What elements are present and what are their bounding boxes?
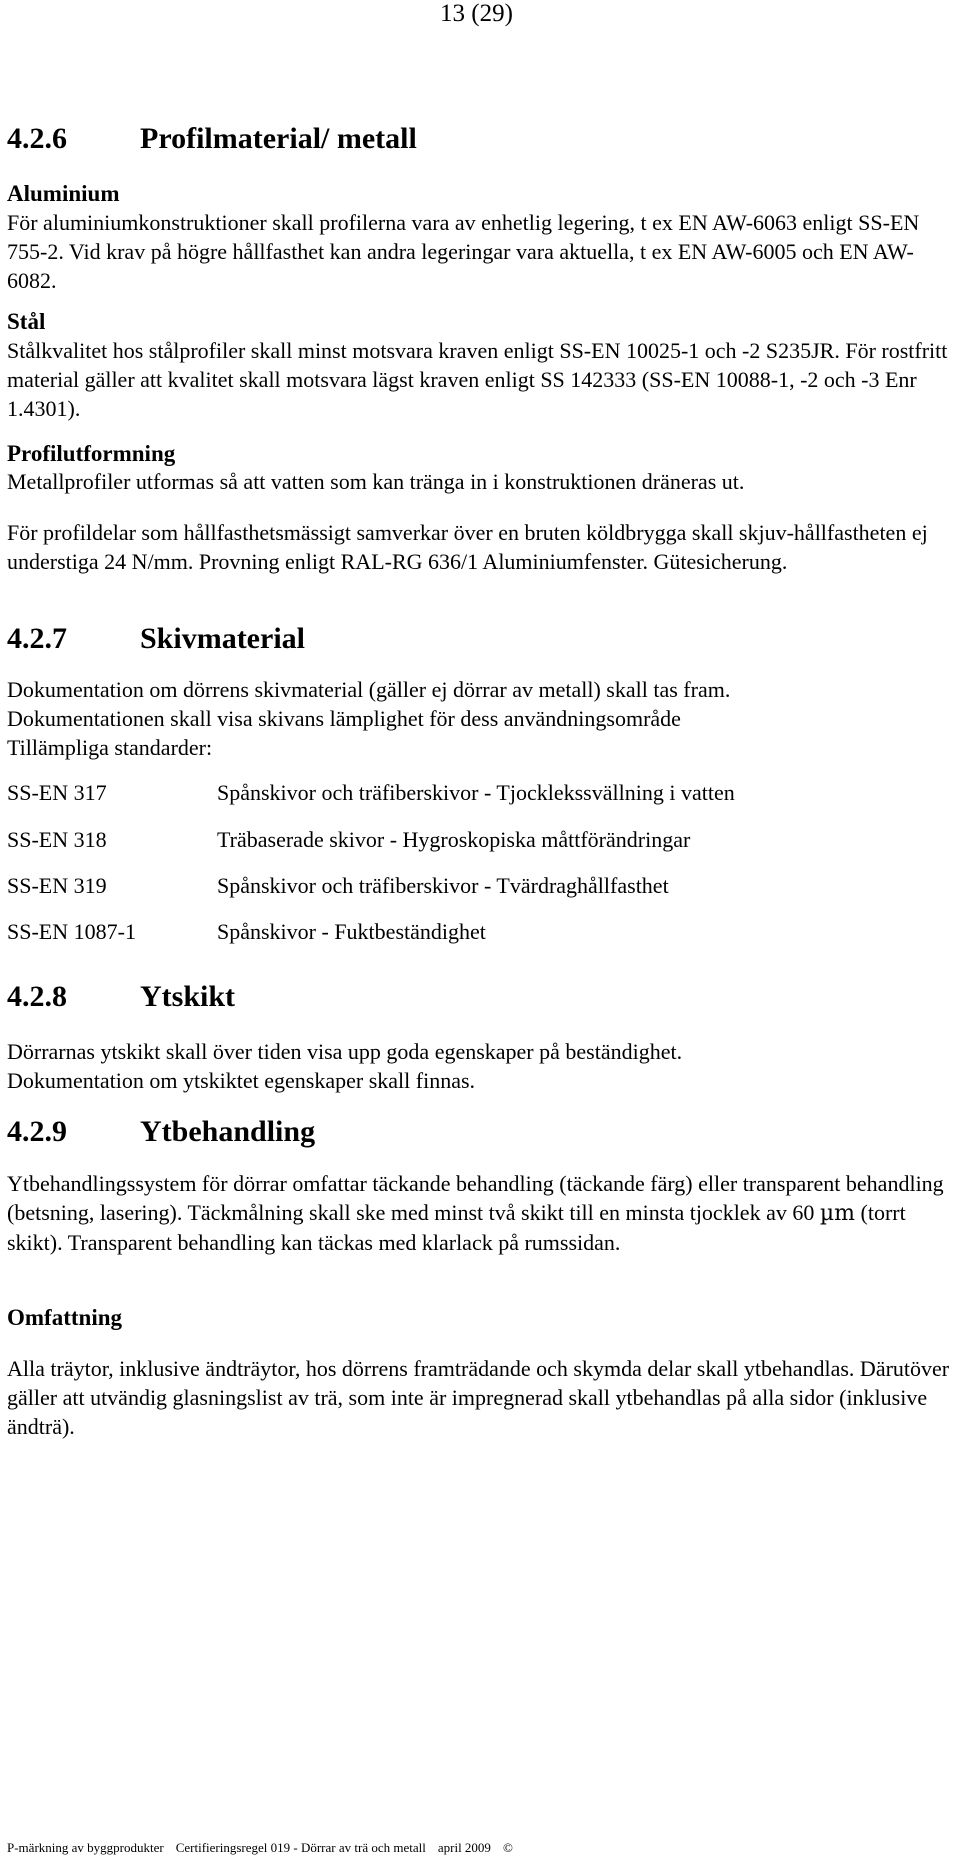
paragraph-text: Stålkvalitet hos stålprofiler skall minst motsvara kraven enligt SS-EN 10025-1 och -2 S235JR. För rostfritt material gäller att kvalitet skall motsvara lägst kraven enligt SS 142333 (SS-EN 10088-1, -2 och -3 Enr 1.4301). — [7, 338, 948, 421]
paragraph-profilutformning-2 — [7, 518, 952, 576]
paragraph-text: För aluminiumkonstruktioner skall profilerna vara av enhetlig legering, t ex EN AW-6063 enligt SS-EN 755-2. Vid krav på högre hållfasthet kan andra legeringar vara aktuella, t ex EN AW-6005 och EN AW-6082. — [7, 210, 920, 293]
paragraph-profilutformning-1 — [7, 467, 952, 496]
section-title: Ytbehandling — [140, 1115, 316, 1148]
section-title: Profilmaterial/ metall — [140, 122, 417, 155]
standard-code: SS-EN 1087-1 — [7, 919, 136, 944]
section-number: 4.2.9 — [7, 1115, 67, 1148]
paragraph-omfattning — [7, 1354, 952, 1441]
text-part: (torrt skikt). Transparent behandling kan täckas med klarlack på rumssidan. — [7, 1200, 906, 1255]
section-title: Skivmaterial — [140, 622, 305, 655]
subheading-aluminium: Aluminium — [7, 181, 120, 206]
paragraph-text: Alla träytor, inklusive ändträytor, hos dörrens framträdande och skymda delar skall ytbehandlas. Därutöver gäller att utvändig glasningslist av trä, som inte är impregnerad skall ytbehandlas på alla sidor (inklusive ändträ). — [7, 1356, 950, 1439]
paragraph-stal — [7, 336, 952, 423]
text-part: Ytbehandlingssystem för dörrar omfattar täckande behandling (täckande färg) eller transparent behandling (betsning, lasering). Täckmålning skall ske med minst två skikt till en minsta tjocklek av 60 — [7, 1171, 944, 1225]
section-heading-4-2-8 — [7, 980, 235, 1014]
paragraph-text: Metallprofiler utformas så att vatten som kan tränga in i konstruktionen dräneras ut. — [7, 469, 745, 494]
micrometer-unit: µm — [819, 1201, 856, 1226]
page-number: 13 (29) — [440, 0, 513, 27]
standard-description: Träbaserade skivor - Hygroskopiska måttförändringar — [217, 827, 691, 852]
paragraph-text — [7, 1169, 952, 1257]
subheading-stal: Stål — [7, 309, 46, 334]
paragraph-line: Dokumentation om dörrens skivmaterial (gäller ej dörrar av metall) skall tas fram. — [7, 677, 731, 702]
copyright-icon: © — [502, 1840, 513, 1855]
paragraph-aluminium — [7, 208, 952, 295]
section-number: 4.2.6 — [7, 122, 67, 155]
paragraph-skivmaterial — [7, 675, 952, 762]
paragraph-text: För profildelar som hållfasthetsmässigt samverkar över en bruten köldbrygga skall skjuv-hållfastheten ej understiga 24 N/mm. Provning enligt RAL-RG 636/1 Aluminiumfenster. Gütesicherung. — [7, 520, 928, 574]
section-number: 4.2.7 — [7, 622, 67, 655]
paragraph-line: Dörrarnas ytskikt skall över tiden visa upp goda egenskaper på beständighet. — [7, 1039, 683, 1064]
standard-description: Spånskivor - Fuktbeständighet — [217, 919, 486, 944]
footer-middle: Certifieringsregel 019 - Dörrar av trä och metall — [175, 1840, 426, 1855]
section-number: 4.2.8 — [7, 980, 67, 1013]
page-footer — [7, 1840, 525, 1856]
standard-description: Spånskivor och träfiberskivor - Tjocklekssvällning i vatten — [217, 780, 735, 805]
standard-code: SS-EN 318 — [7, 827, 107, 852]
standard-code: SS-EN 319 — [7, 873, 107, 898]
paragraph-ytbehandling — [7, 1169, 952, 1257]
paragraph-ytskikt — [7, 1037, 952, 1095]
footer-date: april 2009 — [437, 1840, 491, 1855]
section-heading-4-2-6 — [7, 122, 417, 156]
footer-left: P-märkning av byggprodukter — [7, 1840, 164, 1855]
paragraph-line: Dokumentation om ytskiktet egenskaper skall finnas. — [7, 1068, 476, 1093]
standard-code: SS-EN 317 — [7, 780, 107, 805]
standard-description: Spånskivor och träfiberskivor - Tvärdraghållfasthet — [217, 873, 669, 898]
paragraph-line: Tillämpliga standarder: — [7, 735, 213, 760]
paragraph-line: Dokumentationen skall visa skivans lämplighet för dess användningsområde — [7, 706, 681, 731]
section-title: Ytskikt — [140, 980, 236, 1013]
subheading-profilutformning: Profilutformning — [7, 441, 176, 466]
subheading-omfattning: Omfattning — [7, 1305, 122, 1330]
section-heading-4-2-9 — [7, 1115, 315, 1149]
section-heading-4-2-7 — [7, 622, 305, 656]
